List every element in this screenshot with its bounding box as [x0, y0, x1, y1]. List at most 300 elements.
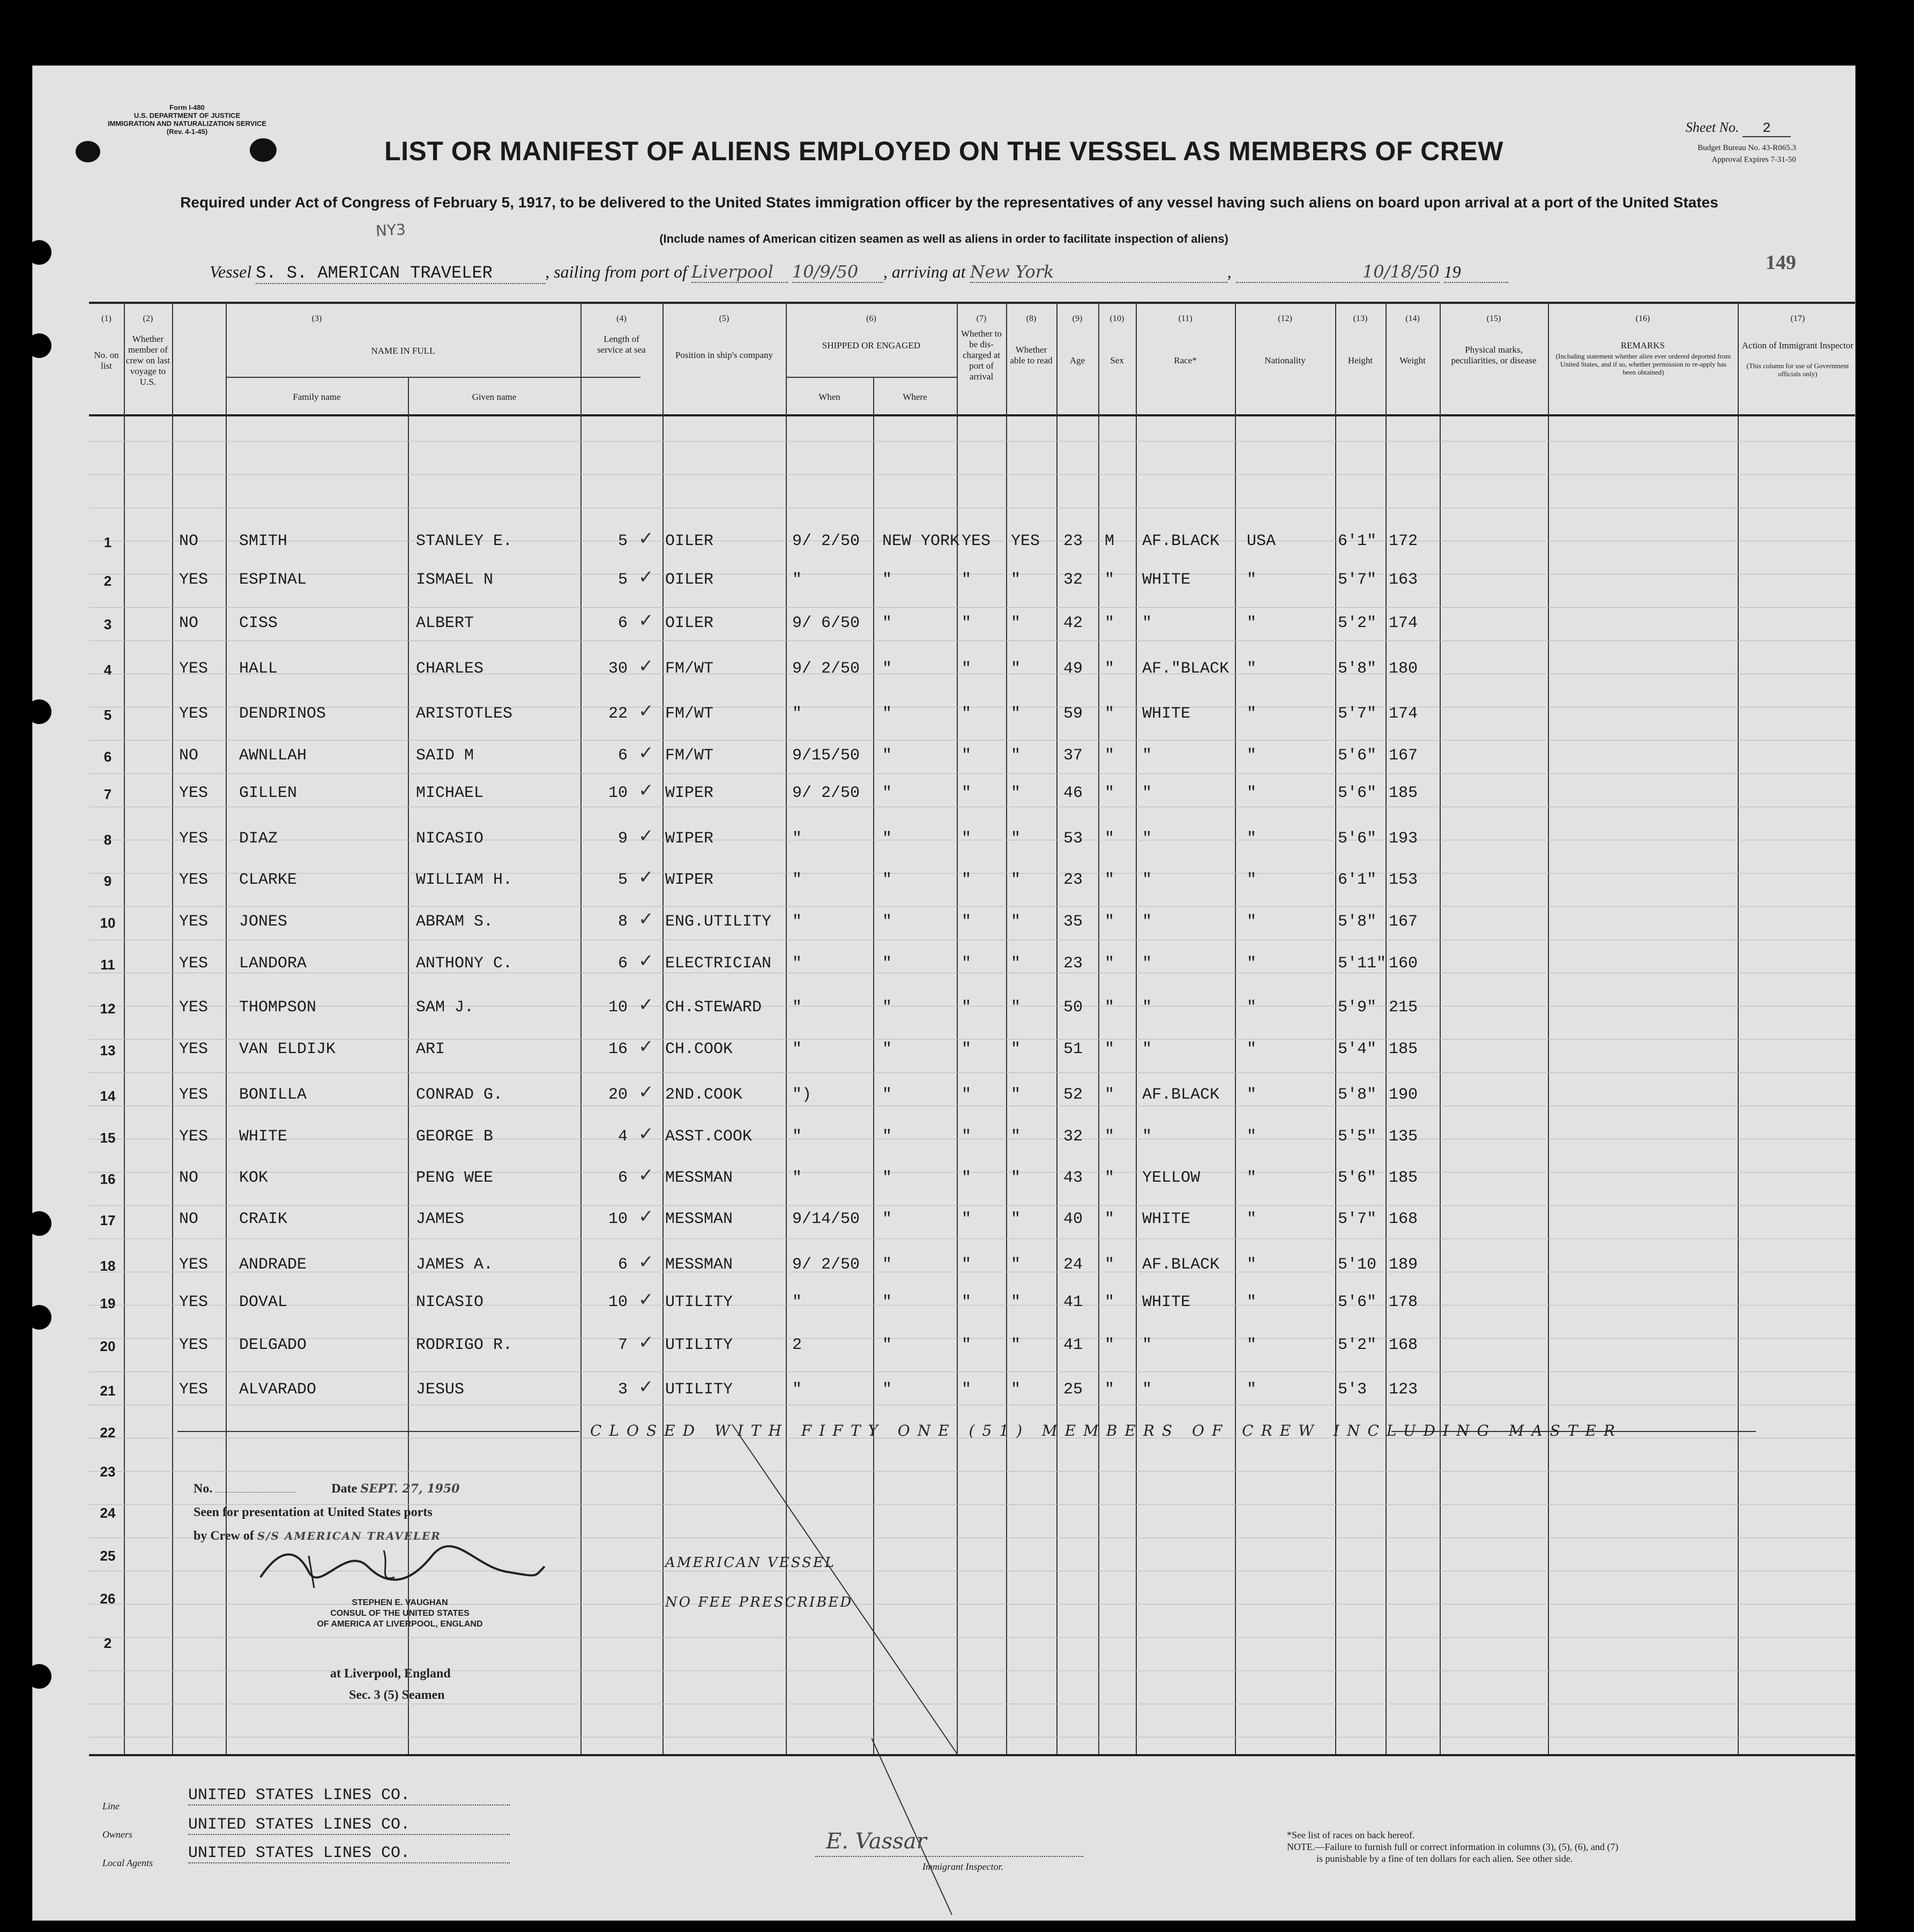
- position: WIPER: [665, 830, 714, 848]
- col-family-header: Family name: [293, 392, 341, 402]
- footer-notes: *See list of races on back hereof. NOTE.—Failure to furnish full or correct information in columns (3), (5), (6), and (7) is punishable by a fine of ten dollars for each alien. See other side.: [1287, 1830, 1619, 1864]
- shipped-when: 2: [792, 1336, 802, 1354]
- given-name: CHARLES: [416, 660, 484, 678]
- prev-voyage: YES: [179, 1336, 208, 1354]
- race: ": [1142, 913, 1152, 931]
- shipped-when: 9/ 6/50: [792, 614, 860, 632]
- family-name: ALVARADO: [239, 1381, 317, 1399]
- weight: 185: [1389, 1169, 1418, 1187]
- sheet-number: Sheet No. 2: [1686, 120, 1791, 137]
- shipped-when: ": [792, 1293, 802, 1311]
- budget-info: Budget Bureau No. 43-R065.3 Approval Expires 7-31-50: [1697, 144, 1796, 164]
- row-number: 8: [103, 832, 112, 848]
- shipped-where: ": [882, 954, 892, 973]
- nationality: ": [1247, 1256, 1257, 1274]
- row-number: 16: [100, 1171, 116, 1187]
- prev-voyage: NO: [179, 532, 199, 550]
- weight: 215: [1389, 998, 1418, 1017]
- weight: 168: [1389, 1210, 1418, 1228]
- agents-value: UNITED STATES LINES CO.: [188, 1844, 510, 1863]
- family-name: BONILLA: [239, 1086, 307, 1104]
- shipped-when: ": [792, 998, 802, 1017]
- row-number: 2: [103, 573, 112, 589]
- height: 5'6": [1338, 747, 1377, 765]
- row-number: 15: [100, 1130, 116, 1146]
- include-notice: (Include names of American citizen seamen as well as aliens in order to facilitate inspection of aliens): [659, 232, 1228, 245]
- page-title: LIST OR MANIFEST OF ALIENS EMPLOYED ON THE VESSEL AS MEMBERS OF CREW: [384, 136, 1503, 166]
- able-to-read: ": [1011, 1169, 1021, 1187]
- shipped-when: ": [792, 1169, 802, 1187]
- height: 5'7": [1338, 705, 1377, 723]
- weight: 185: [1389, 784, 1418, 802]
- check-mark-icon: ✓: [638, 528, 654, 549]
- discharge: ": [962, 705, 972, 723]
- family-name: JONES: [239, 913, 288, 931]
- american-vessel-note: AMERICAN VESSEL: [665, 1555, 836, 1571]
- inspector-label: Immigrant Inspector.: [922, 1861, 1003, 1872]
- weight: 160: [1389, 954, 1418, 973]
- shipped-when: 9/ 2/50: [792, 1256, 860, 1274]
- weight: 167: [1389, 913, 1418, 931]
- check-mark-icon: ✓: [638, 655, 654, 677]
- able-to-read: ": [1011, 1336, 1021, 1354]
- row-number: 14: [100, 1088, 116, 1104]
- discharge: ": [962, 1128, 972, 1146]
- prev-voyage: YES: [179, 830, 208, 848]
- race: ": [1142, 830, 1152, 848]
- family-name: CLARKE: [239, 871, 297, 889]
- height: 5'4": [1338, 1040, 1377, 1058]
- height: 5'2": [1338, 614, 1377, 632]
- prev-voyage: YES: [179, 954, 208, 973]
- sex: ": [1105, 747, 1115, 765]
- service-length: 6: [617, 614, 628, 632]
- discharge: ": [962, 954, 972, 973]
- service-length: 5: [617, 532, 628, 550]
- weight: 135: [1389, 1128, 1418, 1146]
- able-to-read: ": [1011, 571, 1021, 589]
- crew-table: (1) No. on list (2) Whether member of crew on last voyage to U.S. (3) NAME IN FULL Family name Given name (4) Length of service at sea (5) Position in ship's company (6) SHIPPED OR ENGAGED When Where (7) Whether to be dis-charged at port of arrival (8) Whether able to read (9) Age (10) Sex (11) Race* (12) Nationality (13) Height (14) Weight (15) Physical marks, peculiarities, or disease (16) REMARKS (Including statement whether alien ever ordered deported from United States, and if so, whether permission to re-apply has been obtained) (17) Action of Immigrant Inspector (This column for use of Government officials only) 1 5 ✓ NO SMITH STANLEY E. OILER 9/ 2/50 NEW YORK YES YES 23 M AF.BLACK USA 6'1" 172 2 5 ✓ YES ESPINAL ISMAEL N OILER " " " " 32 " WHITE " 5'7" 163 3 6 ✓ NO CISS ALBERT OILER 9/ 6/50 " " " 42 " " " 5'2" 174 4 30 ✓ YES HALL CHARLES FM/WT 9/ 2/50 " " " 49 " AF."BLACK " 5'8" 180 5 22 ✓ YES DENDRINOS ARISTOTLES FM/WT " " " " 59 " WHITE " 5'7" 174 6 6 ✓ NO AWNLLAH SAID M FM/WT 9/15/50 " " " 37 " " " 5'6" 167 7 10 ✓ YES GILLEN MICHAEL WIPER 9/ 2/50 " " " 46 " " " 5'6" 185 8 9 ✓ YES DIAZ NICASIO WIPER " " " " 53 " " " 5'6" 193 9 5 ✓ YES CLARKE WILLIAM H. WIPER " " " " 23 " " " 6'1" 153 10 8 ✓ YES JONES ABRAM S. ENG.UTILITY " " " " 35 " " " 5'8" 167 11 6 ✓ YES LANDORA ANTHONY C. ELECTRICIAN " " " " 23 " " " 5'11" 160 12 10 ✓ YES THOMPSON SAM J. CH.STEWARD " " " " 50 " " " 5'9" 215 13 16 ✓ YES VAN ELDIJK ARI CH.COOK " " " " 51 " " " 5'4" 185 14 20 ✓ YES BONILLA CONRAD G. 2ND.COOK ") " " " 52 " AF.BLACK " 5'8" 190 15 4 ✓ YES WHITE GEORGE B ASST.COOK " " " " 32 " " " 5'5" 135 16 6 ✓ NO KOK PENG WEE MESSMAN " " " " 43 " YELLOW " 5'6" 185 17 10 ✓ NO CRAIK JAMES MESSMAN 9/14/50 " " " 40 " WHITE " 5'7" 168 18 6 ✓ YES ANDRADE JAMES A. MESSMAN 9/ 2/50 " " " 24 " AF.BLACK " 5'10 189 19 10 ✓ YES DOVAL NICASIO UTILITY " " " " 41 " WHITE " 5'6" 178 20 7 ✓ YES DELGADO RODRIGO R. UTILITY 2 " " " 41 " " " 5'2" 168 21 3 ✓ YES ALVARADO JESUS UTILITY " " " " 25 " " " 5'3 123 22 23 24 25 26 2 CLOSED WITH FIFTY ONE (51) MEMBERS OF CREW INCLUDING MASTER No. Date SEPT. 27, 1950 Seen for presentation at United States ports by Crew of S/S AMERICAN TRAVELER STEPHEN E. VAUGHAN CONSUL OF THE UNITED STATES OF AMERICA AT LIVERPOOL, ENGLAND at Liverpool, England Sec. 3 (5) Seamen AMERICAN VESSEL NO FEE PRESCRIBED: [89, 302, 1856, 1754]
- discharge: ": [962, 1293, 972, 1311]
- shipped-when: 9/ 2/50: [792, 532, 860, 550]
- stamp-number: 149: [1766, 251, 1796, 274]
- race: ": [1142, 954, 1152, 973]
- prev-voyage: YES: [179, 1086, 208, 1104]
- given-name: JESUS: [416, 1381, 465, 1399]
- able-to-read: ": [1011, 1210, 1021, 1228]
- check-mark-icon: ✓: [638, 1332, 654, 1353]
- check-mark-icon: ✓: [638, 1123, 654, 1145]
- year: 19: [1444, 262, 1508, 283]
- position: ELECTRICIAN: [665, 954, 772, 973]
- family-name: WHITE: [239, 1128, 288, 1146]
- age: 42: [1063, 614, 1083, 632]
- service-length: 6: [617, 1169, 628, 1187]
- able-to-read: ": [1011, 660, 1021, 678]
- sex: ": [1105, 1040, 1115, 1058]
- form-identifier: [108, 103, 266, 136]
- weight: 168: [1389, 1336, 1418, 1354]
- row-number: 10: [100, 915, 116, 931]
- col-when-header: When: [818, 392, 840, 402]
- punch-hole: [27, 1664, 51, 1689]
- able-to-read: ": [1011, 784, 1021, 802]
- age: 40: [1063, 1210, 1083, 1228]
- diagonal-cancel-line: [732, 1424, 957, 1754]
- family-name: HALL: [239, 660, 278, 678]
- discharge: ": [962, 1336, 972, 1354]
- check-mark-icon: ✓: [638, 610, 654, 631]
- service-length: 3: [617, 1381, 628, 1399]
- sex: ": [1105, 784, 1115, 802]
- row-number: 21: [100, 1383, 116, 1399]
- race: ": [1142, 614, 1152, 632]
- col-height-header: Height: [1347, 355, 1373, 365]
- given-name: GEORGE B: [416, 1128, 494, 1146]
- line-label: Line: [102, 1801, 120, 1811]
- check-mark-icon: ✓: [638, 700, 654, 722]
- age: 51: [1063, 1040, 1083, 1058]
- nationality: ": [1247, 1169, 1257, 1187]
- stamp-section: Sec. 3 (5) Seamen: [349, 1688, 445, 1702]
- shipped-where: ": [882, 1128, 892, 1146]
- punch-hole: [27, 1211, 51, 1236]
- able-to-read: ": [1011, 998, 1021, 1017]
- height: 5'7": [1338, 571, 1377, 589]
- revision: (Rev. 4-1-45): [166, 128, 208, 136]
- sex: ": [1105, 871, 1115, 889]
- col-nationality-header: Nationality: [1264, 355, 1306, 365]
- shipped-where: ": [882, 830, 892, 848]
- check-mark-icon: ✓: [638, 867, 654, 888]
- race: ": [1142, 1040, 1152, 1058]
- sex: ": [1105, 1336, 1115, 1354]
- weight: 180: [1389, 660, 1418, 678]
- row-number: 12: [100, 1001, 116, 1017]
- given-name: SAM J.: [416, 998, 474, 1017]
- given-name: JAMES: [416, 1210, 465, 1228]
- shipped-where: ": [882, 614, 892, 632]
- given-name: RODRIGO R.: [416, 1336, 513, 1354]
- service-length: 20: [608, 1086, 628, 1104]
- position: CH.STEWARD: [665, 998, 762, 1017]
- given-name: ANTHONY C.: [416, 954, 513, 973]
- family-name: KOK: [239, 1169, 269, 1187]
- weight: 123: [1389, 1381, 1418, 1399]
- service-length: 10: [608, 784, 628, 802]
- weight: 189: [1389, 1256, 1418, 1274]
- position: MESSMAN: [665, 1169, 733, 1187]
- nationality: ": [1247, 614, 1257, 632]
- family-name: VAN ELDIJK: [239, 1040, 336, 1058]
- col-race-header: Race*: [1174, 355, 1197, 365]
- sex: ": [1105, 830, 1115, 848]
- col-action-header: Action of Immigrant Inspector: [1741, 340, 1854, 350]
- sex: ": [1105, 705, 1115, 723]
- weight: 178: [1389, 1293, 1418, 1311]
- given-name: MICHAEL: [416, 784, 484, 802]
- sex: ": [1105, 1256, 1115, 1274]
- position: WIPER: [665, 871, 714, 889]
- row-number: 24: [100, 1505, 116, 1521]
- check-mark-icon: ✓: [638, 1206, 654, 1227]
- discharge: ": [962, 871, 972, 889]
- shipped-where: ": [882, 784, 892, 802]
- prev-voyage: YES: [179, 1381, 208, 1399]
- row-number: 1: [103, 534, 112, 550]
- nationality: ": [1247, 1336, 1257, 1354]
- nationality: ": [1247, 1210, 1257, 1228]
- prev-voyage: YES: [179, 1128, 208, 1146]
- age: 32: [1063, 1128, 1083, 1146]
- discharge: ": [962, 1086, 972, 1104]
- service-length: 6: [617, 954, 628, 973]
- able-to-read: ": [1011, 1293, 1021, 1311]
- vessel-name: S. S. AMERICAN TRAVELER: [256, 263, 545, 284]
- position: FM/WT: [665, 747, 714, 765]
- given-name: ABRAM S.: [416, 913, 494, 931]
- nationality: ": [1247, 1381, 1257, 1399]
- family-name: GILLEN: [239, 784, 297, 802]
- discharge: ": [962, 830, 972, 848]
- sex: ": [1105, 1169, 1115, 1187]
- race: AF.BLACK: [1142, 1256, 1220, 1274]
- shipped-where: ": [882, 871, 892, 889]
- nationality: ": [1247, 913, 1257, 931]
- age: 23: [1063, 954, 1083, 973]
- service-length: 10: [608, 998, 628, 1017]
- position: OILER: [665, 571, 714, 589]
- nationality: USA: [1247, 532, 1276, 550]
- age: 23: [1063, 871, 1083, 889]
- col-age-header: Age: [1069, 355, 1085, 365]
- age: 43: [1063, 1169, 1083, 1187]
- inspector-signature-line: [815, 1829, 1083, 1857]
- service-length: 6: [617, 747, 628, 765]
- shipped-when: ": [792, 1381, 802, 1399]
- family-name: ANDRADE: [239, 1256, 307, 1274]
- row-number: 4: [103, 662, 112, 678]
- discharge: ": [962, 747, 972, 765]
- shipped-where: ": [882, 998, 892, 1017]
- nationality: ": [1247, 784, 1257, 802]
- discharge: ": [962, 614, 972, 632]
- col-remarks-sub: (Including statement whether alien ever ordered deported from United States, and if so, whether permission to re-apply has been obtained): [1555, 352, 1731, 376]
- height: 5'6": [1338, 784, 1377, 802]
- given-name: ARISTOTLES: [416, 705, 513, 723]
- height: 5'6": [1338, 1293, 1377, 1311]
- punch-hole: [27, 333, 51, 358]
- check-mark-icon: ✓: [638, 780, 654, 801]
- service-length: 7: [617, 1336, 628, 1354]
- height: 5'9": [1338, 998, 1377, 1017]
- discharge: ": [962, 1040, 972, 1058]
- sex: ": [1105, 1086, 1115, 1104]
- service-length: 5: [617, 571, 628, 589]
- owners-value: UNITED STATES LINES CO.: [188, 1816, 510, 1835]
- able-to-read: ": [1011, 1040, 1021, 1058]
- row-number: 18: [100, 1258, 116, 1274]
- age: 35: [1063, 913, 1083, 931]
- race: ": [1142, 1128, 1152, 1146]
- prev-voyage: YES: [179, 1256, 208, 1274]
- able-to-read: ": [1011, 913, 1021, 931]
- sex: ": [1105, 1210, 1115, 1228]
- no-fee-note: NO FEE PRESCRIBED: [665, 1594, 853, 1610]
- nationality: ": [1247, 705, 1257, 723]
- sex: ": [1105, 571, 1115, 589]
- punch-hole: [27, 240, 51, 265]
- row-number: 5: [103, 707, 112, 723]
- given-name: NICASIO: [416, 1293, 484, 1311]
- discharge: ": [962, 1381, 972, 1399]
- race: WHITE: [1142, 1293, 1191, 1311]
- prev-voyage: YES: [179, 1040, 208, 1058]
- check-mark-icon: ✓: [638, 1036, 654, 1057]
- height: 5'5": [1338, 1128, 1377, 1146]
- required-notice: Required under Act of Congress of February 5, 1917, to be delivered to the United States immigration officer by the representatives of any vessel having such aliens on board upon arrival at a port of the United States: [180, 194, 1718, 211]
- age: 25: [1063, 1381, 1083, 1399]
- consular-stamp: No. Date SEPT. 27, 1950 Seen for presentation at United States ports by Crew of S/S AMERICAN TRAVELER: [193, 1482, 460, 1543]
- family-name: ESPINAL: [239, 571, 307, 589]
- punch-hole: [27, 1305, 51, 1330]
- service-name: IMMIGRATION AND NATURALIZATION SERVICE: [108, 120, 267, 128]
- able-to-read: ": [1011, 747, 1021, 765]
- sailing-date: 10/9/50: [792, 262, 883, 283]
- height: 6'1": [1338, 532, 1377, 550]
- weight: 153: [1389, 871, 1418, 889]
- weight: 174: [1389, 614, 1418, 632]
- col-length-header: Length of service at sea: [597, 334, 646, 355]
- family-name: CRAIK: [239, 1210, 288, 1228]
- nationality: ": [1247, 1128, 1257, 1146]
- row-number: 20: [100, 1338, 116, 1354]
- sex: ": [1105, 614, 1115, 632]
- weight: 167: [1389, 747, 1418, 765]
- check-mark-icon: ✓: [638, 994, 654, 1016]
- race: ": [1142, 998, 1152, 1017]
- check-mark-icon: ✓: [638, 742, 654, 764]
- sex: ": [1105, 1293, 1115, 1311]
- shipped-where: ": [882, 1169, 892, 1187]
- shipped-where: ": [882, 747, 892, 765]
- col-weight-header: Weight: [1399, 355, 1426, 365]
- race: YELLOW: [1142, 1169, 1201, 1187]
- shipped-where: ": [882, 913, 892, 931]
- race: ": [1142, 1381, 1152, 1399]
- age: 32: [1063, 571, 1083, 589]
- discharge: ": [962, 660, 972, 678]
- able-to-read: ": [1011, 705, 1021, 723]
- check-mark-icon: ✓: [638, 1251, 654, 1273]
- col-name-header: NAME IN FULL: [371, 346, 435, 356]
- service-length: 9: [617, 830, 628, 848]
- age: 52: [1063, 1086, 1083, 1104]
- discharge: ": [962, 1256, 972, 1274]
- discharge: ": [962, 571, 972, 589]
- family-name: CISS: [239, 614, 278, 632]
- service-length: 4: [617, 1128, 628, 1146]
- vessel-line: Vessel S. S. AMERICAN TRAVELER , sailing from port of Liverpool 10/9/50 , arriving at New York , 10/18/50 19: [210, 262, 1508, 284]
- prev-voyage: NO: [179, 747, 199, 765]
- height: 5'6": [1338, 1169, 1377, 1187]
- position: OILER: [665, 532, 714, 550]
- row-number: 7: [103, 786, 112, 802]
- height: 5'8": [1338, 1086, 1377, 1104]
- shipped-when: ": [792, 705, 802, 723]
- col-read-header: Whether able to read: [1010, 345, 1053, 365]
- shipped-when: ": [792, 830, 802, 848]
- check-mark-icon: ✓: [638, 825, 654, 847]
- sex: ": [1105, 1381, 1115, 1399]
- service-length: 22: [608, 705, 628, 723]
- col-discharge-header: Whether to be dis-charged at port of arrival: [961, 329, 1002, 382]
- sex: M: [1105, 532, 1115, 550]
- nationality: ": [1247, 954, 1257, 973]
- form-number: Form I-480: [169, 103, 205, 111]
- family-name: DELGADO: [239, 1336, 307, 1354]
- given-name: STANLEY E.: [416, 532, 513, 550]
- manifest-sheet: [32, 65, 1856, 1921]
- shipped-when: ": [792, 954, 802, 973]
- race: WHITE: [1142, 571, 1191, 589]
- row-number: 22: [100, 1424, 116, 1441]
- family-name: LANDORA: [239, 954, 307, 973]
- row-number: 3: [103, 616, 112, 632]
- shipped-when: ": [792, 571, 802, 589]
- position: WIPER: [665, 784, 714, 802]
- height: 6'1": [1338, 871, 1377, 889]
- shipped-when: 9/14/50: [792, 1210, 860, 1228]
- weight: 174: [1389, 705, 1418, 723]
- position: UTILITY: [665, 1336, 733, 1354]
- check-mark-icon: ✓: [638, 908, 654, 930]
- row-number: 2: [103, 1635, 112, 1651]
- weight: 163: [1389, 571, 1418, 589]
- age: 41: [1063, 1336, 1083, 1354]
- prev-voyage: YES: [179, 784, 208, 802]
- service-length: 6: [617, 1256, 628, 1274]
- owners-label: Owners: [102, 1829, 133, 1840]
- shipped-where: ": [882, 1381, 892, 1399]
- shipped-where: ": [882, 1210, 892, 1228]
- position: CH.COOK: [665, 1040, 733, 1058]
- nationality: ": [1247, 747, 1257, 765]
- age: 23: [1063, 532, 1083, 550]
- col-action-sub: (This column for use of Government officials only): [1746, 362, 1849, 378]
- inspector-signature: E. Vassar: [826, 1829, 927, 1854]
- given-name: NICASIO: [416, 830, 484, 848]
- nationality: ": [1247, 1293, 1257, 1311]
- family-name: SMITH: [239, 532, 288, 550]
- check-mark-icon: ✓: [638, 1081, 654, 1103]
- nationality: ": [1247, 830, 1257, 848]
- col-remarks-header: REMARKS: [1620, 340, 1665, 350]
- able-to-read: ": [1011, 830, 1021, 848]
- shipped-when: ": [792, 1040, 802, 1058]
- weight: 172: [1389, 532, 1418, 550]
- service-length: 16: [608, 1040, 628, 1058]
- shipped-where: NEW YORK: [882, 532, 960, 550]
- prev-voyage: YES: [179, 571, 208, 589]
- prev-voyage: YES: [179, 705, 208, 723]
- race: WHITE: [1142, 1210, 1191, 1228]
- col-no-header: No. on list: [94, 350, 119, 371]
- service-length: 10: [608, 1293, 628, 1311]
- age: 53: [1063, 830, 1083, 848]
- sex: ": [1105, 998, 1115, 1017]
- able-to-read: ": [1011, 614, 1021, 632]
